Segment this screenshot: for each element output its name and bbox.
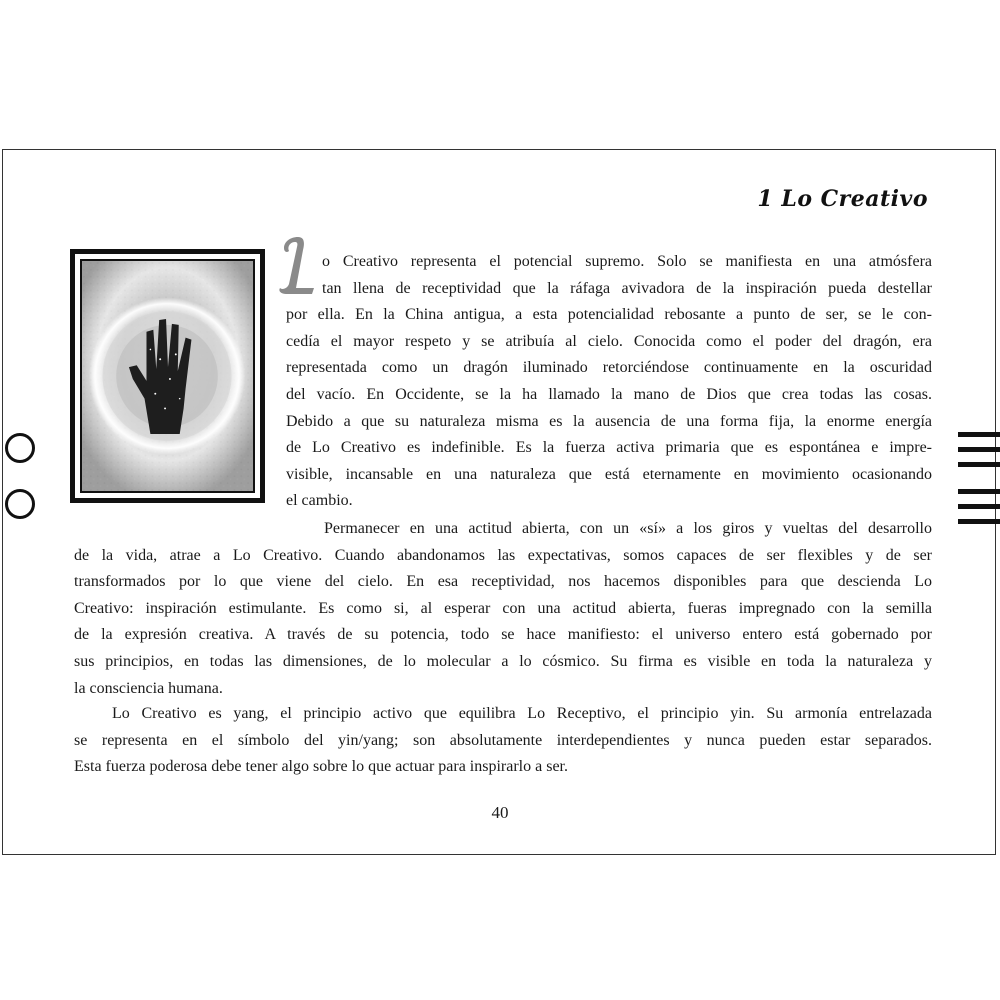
binder-hole-icon [5,433,35,463]
paragraph-2 [74,516,932,702]
text-line: por ella. En la China antigua, a esta potencialidad rebosante a punto de ser, se le con- [286,306,932,324]
card-illustration-inner [80,259,255,493]
trigram-line-icon [958,447,1000,452]
text-line: Permanecer en una actitud abierta, con un «sí» a los giros y vueltas del desarrollo [324,520,932,537]
chapter-heading [757,186,928,212]
text-line: del vacío. En Occidente, se la ha llamado la mano de Dios que crea todas las cosas. [286,385,932,403]
trigram-line-icon [958,462,1000,467]
text-line: Esta fuerza poderosa debe tener algo sobre lo que actuar para inspirarlo a ser. [74,758,568,776]
chapter-number: 1 [757,186,774,212]
trigram-line-icon [958,432,1000,437]
text-line: se representa en el símbolo del yin/yang; son absolutamente interdependientes y nunca pueden estar separados. [74,731,932,749]
text-line: o Creativo representa el potencial supremo. Solo se manifiesta en una atmósfera [322,253,932,270]
paragraph-3 [74,701,932,781]
text-line: visible, incansable en una naturaleza que está eternamente en movimiento ocasionando [286,465,932,483]
text-line: cedía el mayor respeto y se atribuía al cielo. Conocida como el poder del dragón, era [286,332,932,350]
text-line: el cambio. [286,492,353,510]
text-line: Creativo: inspiración estimulante. Es como si, al esperar con una actitud abierta, fueras impregnado con la semilla [74,599,932,617]
trigram-line-icon [958,489,1000,494]
hand-in-glowing-circle-icon [82,261,253,491]
page-number: 40 [491,803,509,822]
binder-hole-icon [5,489,35,519]
chapter-title: Lo Creativo [781,186,928,212]
text-line: sus principios, en todas las dimensiones, de lo molecular a lo cósmico. Su firma es visible en toda la naturaleza y [74,652,932,670]
text-line: de la vida, atrae a Lo Creativo. Cuando abandonamos las expectativas, somos capaces de ser flexibles y de ser [74,546,932,564]
text-line: Lo Creativo es yang, el principio activo que equilibra Lo Receptivo, el principio yin. Su armonía entrelazada [112,705,932,722]
paragraph-1 [286,249,932,515]
text-line: representada como un dragón iluminado retorciéndose continuamente en la oscuridad [286,359,932,377]
card-illustration [70,249,265,503]
text-line: la consciencia humana. [74,679,223,697]
trigram-line-icon [958,519,1000,524]
text-line: tan llena de receptividad que la ráfaga avivadora de la inspiración pueda destellar [322,279,932,297]
text-line: de Lo Creativo es indefinible. Es la fuerza activa primaria que es espontánea e impre- [286,439,932,457]
text-line: Debido a que su naturaleza misma es la ausencia de una forma fija, la enorme energía [286,412,932,430]
trigram-line-icon [958,504,1000,509]
text-line: transformados por lo que viene del cielo. En esa receptividad, nos hacemos disponibles para que descienda Lo [74,573,932,591]
text-line: de la expresión creativa. A través de su potencia, todo se hace manifiesto: el universo entero está gobernado por [74,626,932,644]
